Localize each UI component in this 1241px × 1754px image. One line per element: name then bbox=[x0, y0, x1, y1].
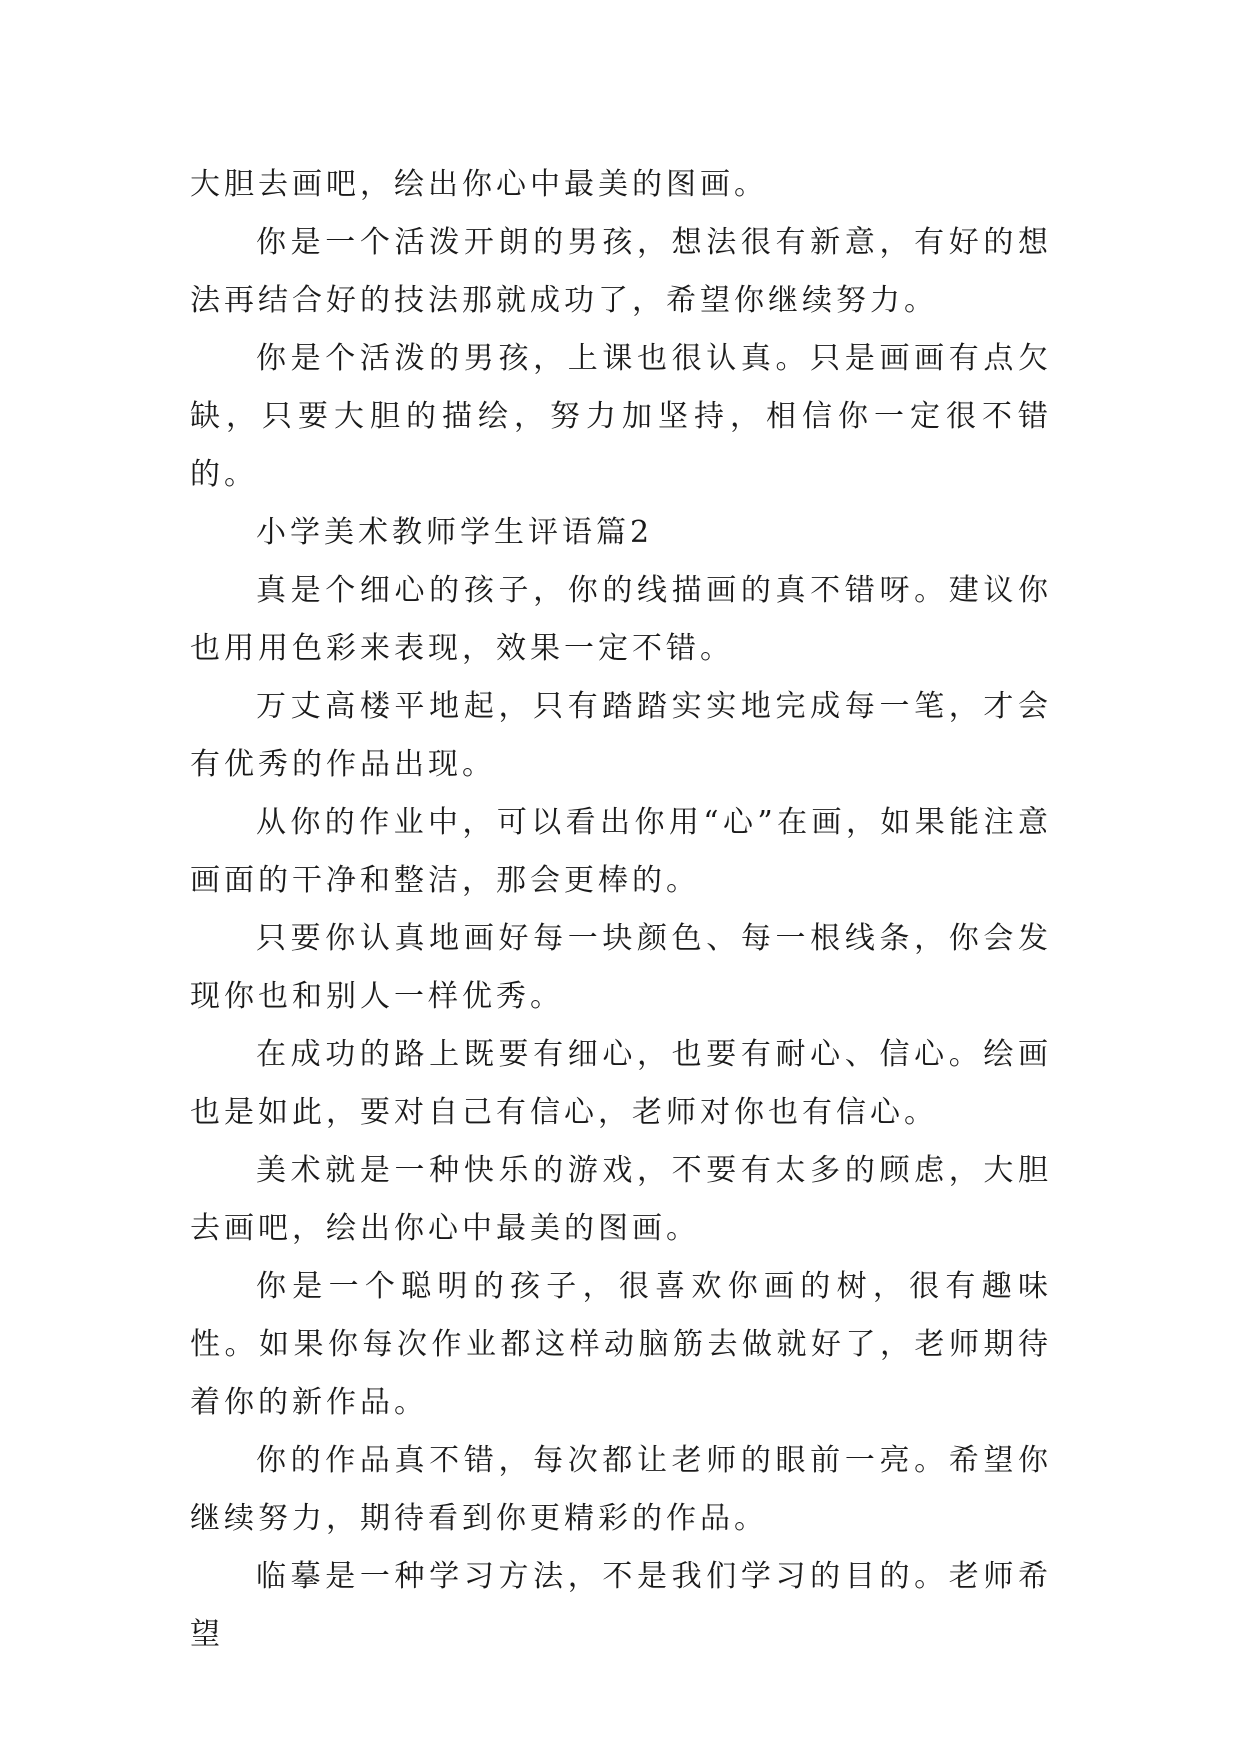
document-body bbox=[190, 156, 1052, 1664]
paragraph: 美术就是一种快乐的游戏，不要有太多的顾虑，大胆去画吧，绘出你心中最美的图画。 bbox=[190, 1153, 1052, 1246]
paragraph: 大胆去画吧，绘出你心中最美的图画。 bbox=[190, 167, 768, 202]
paragraph: 你是个活泼的男孩，上课也很认真。只是画画有点欠缺，只要大胆的描绘，努力加坚持，相信你一定很不错的。 bbox=[190, 341, 1052, 492]
paragraph: 临摹是一种学习方法，不是我们学习的目的。老师希望 bbox=[190, 1559, 1052, 1652]
paragraph: 真是个细心的孩子，你的线描画的真不错呀。建议你也用用色彩来表现，效果一定不错。 bbox=[190, 573, 1052, 666]
paragraph: 从你的作业中，可以看出你用“心”在画，如果能注意画面的干净和整洁，那会更棒的。 bbox=[190, 805, 1052, 898]
paragraph: 你是一个活泼开朗的男孩，想法很有新意，有好的想法再结合好的技法那就成功了，希望你继续努力。 bbox=[190, 225, 1052, 318]
paragraph: 万丈高楼平地起，只有踏踏实实地完成每一笔，才会有优秀的作品出现。 bbox=[190, 689, 1052, 782]
paragraph: 你是一个聪明的孩子，很喜欢你画的树，很有趣味性。如果你每次作业都这样动脑筋去做就好了，老师期待着你的新作品。 bbox=[190, 1269, 1052, 1420]
paragraph: 只要你认真地画好每一块颜色、每一根线条，你会发现你也和别人一样优秀。 bbox=[190, 921, 1052, 1014]
section-heading: 小学美术教师学生评语篇2 bbox=[256, 515, 654, 550]
paragraph: 你的作品真不错，每次都让老师的眼前一亮。希望你继续努力，期待看到你更精彩的作品。 bbox=[190, 1443, 1052, 1536]
paragraph: 在成功的路上既要有细心，也要有耐心、信心。绘画也是如此，要对自己有信心，老师对你也有信心。 bbox=[190, 1037, 1052, 1130]
